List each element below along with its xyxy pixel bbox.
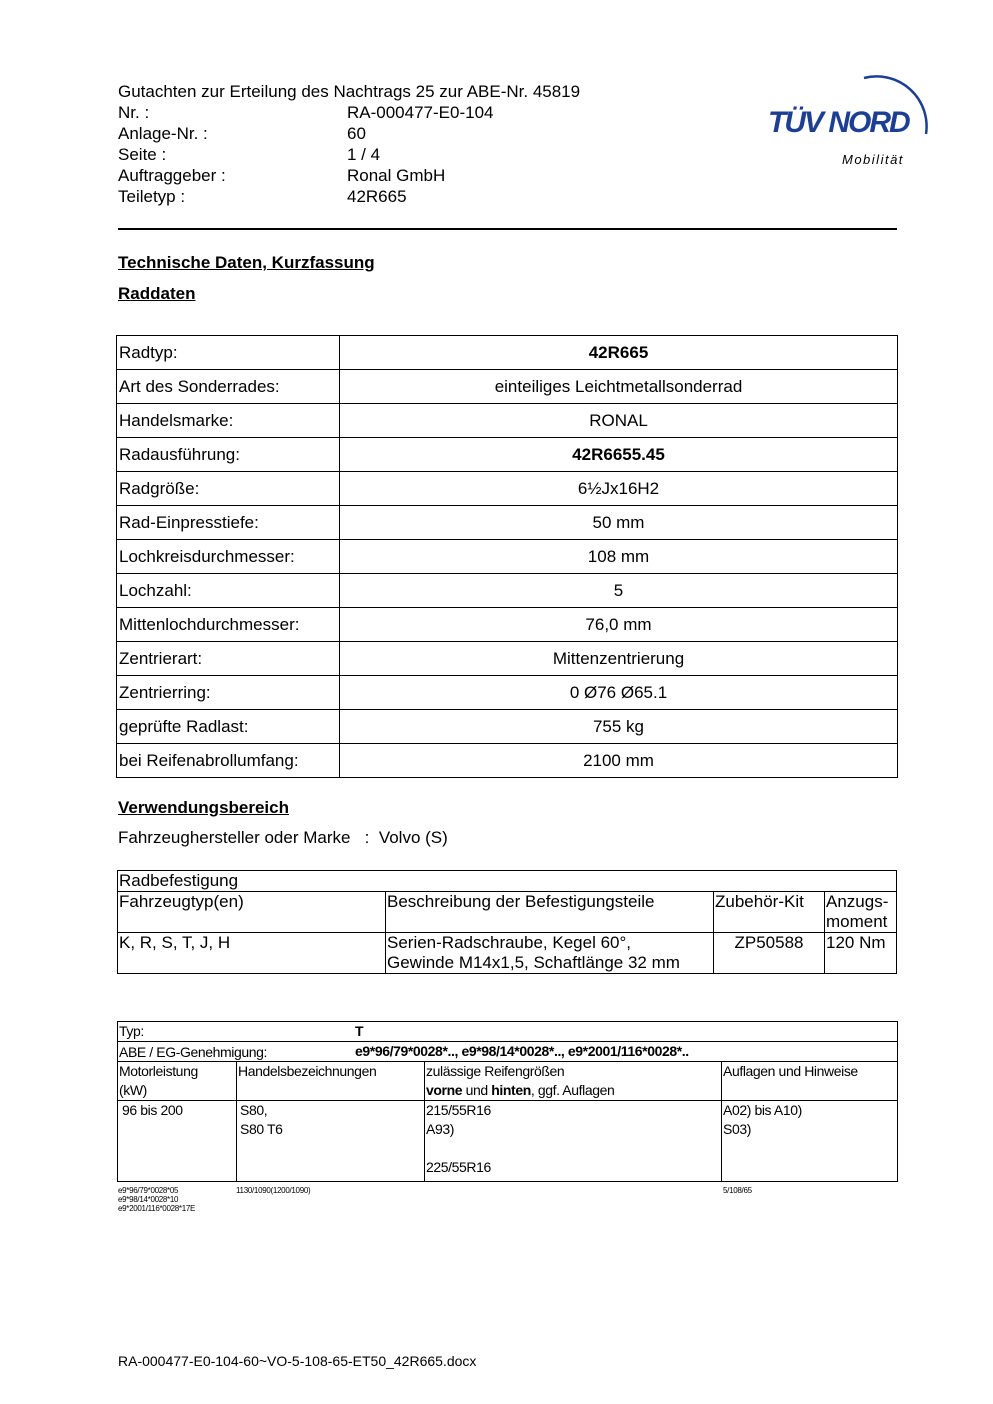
wheel-row: [117, 608, 898, 642]
logo-brand: TÜV NORD: [768, 106, 909, 139]
wheel-row-label: geprüfte Radlast:: [117, 710, 340, 744]
load-note: 1130/1090(1200/1090): [236, 1186, 311, 1195]
section-title-raddaten: Raddaten: [118, 284, 196, 303]
wheel-row-label: Zentrierart:: [117, 642, 340, 676]
header-row-value: Ronal GmbH: [347, 166, 446, 185]
header-row: [118, 165, 580, 186]
wheel-row-label: Radgröße:: [117, 472, 340, 506]
mount-kit: ZP50588: [714, 933, 825, 974]
wheel-row-label: Lochkreisdurchmesser:: [117, 540, 340, 574]
header-row: [118, 186, 580, 207]
wheel-row: [117, 574, 898, 608]
wheel-row-label: bei Reifenabrollumfang:: [117, 744, 340, 778]
typ-row: [118, 1022, 898, 1042]
wheel-row-value: 0 Ø76 Ø65.1: [340, 676, 898, 710]
wheel-row-label: Zentrierring:: [117, 676, 340, 710]
wheel-row: [117, 506, 898, 540]
wheel-row-value: Mittenzentrierung: [340, 642, 898, 676]
mount-title: Radbefestigung: [118, 871, 897, 892]
wheel-row-value: 42R6655.45: [340, 438, 898, 472]
typ-label: Typ:: [119, 1023, 144, 1039]
section-title-verwendung: Verwendungsbereich: [118, 798, 289, 817]
wheel-row: [117, 404, 898, 438]
header-row-label: Seite :: [118, 145, 167, 164]
header-notes: Auflagen und Hinweise: [722, 1062, 898, 1101]
wheel-row-value: 755 kg: [340, 710, 898, 744]
header-tires: zulässige Reifengrößen vorne und hinten, ggf. Auflagen: [425, 1062, 722, 1101]
abe-label: ABE / EG-Genehmigung:: [119, 1044, 268, 1060]
abe-value: e9*96/79*0028*.., e9*98/14*0028*.., e9*2001/116*0028*..: [355, 1043, 689, 1059]
header-row-value: 60: [347, 124, 366, 143]
wheel-row-value: 76,0 mm: [340, 608, 898, 642]
wheel-row-value: 2100 mm: [340, 744, 898, 778]
wheel-row-value: RONAL: [340, 404, 898, 438]
wheel-row: [117, 336, 898, 370]
wheel-row-value: 108 mm: [340, 540, 898, 574]
wheel-row: [117, 642, 898, 676]
header-row-label: Nr. :: [118, 103, 150, 122]
wheel-row: [117, 710, 898, 744]
mount-header-types: Fahrzeugtyp(en): [118, 892, 386, 933]
wheel-data-table: [116, 335, 898, 778]
header-row-label: Anlage-Nr. :: [118, 124, 208, 143]
footer-filename: RA-000477-E0-104-60~VO-5-108-65-ET50_42R665.docx: [118, 1353, 477, 1369]
wheel-row-value: einteiliges Leichtmetallsonderrad: [340, 370, 898, 404]
wheel-row-label: Mittenlochdurchmesser:: [117, 608, 340, 642]
mount-header-kit: Zubehör-Kit: [714, 892, 825, 933]
mount-torque: 120 Nm: [825, 933, 897, 974]
cell-names: S80, S80 T6: [237, 1101, 425, 1182]
header-row-label: Teiletyp :: [118, 187, 186, 206]
mounting-table: [117, 870, 897, 974]
wheel-row-value: 5: [340, 574, 898, 608]
wheel-row-label: Handelsmarke:: [117, 404, 340, 438]
bolt-pattern-note: 5/108/65: [723, 1186, 752, 1195]
manufacturer-line: [118, 828, 448, 848]
tuev-nord-logo: [766, 58, 941, 173]
wheel-row: [117, 540, 898, 574]
header-divider: [118, 228, 897, 230]
header-row-value: RA-000477-E0-104: [347, 103, 494, 122]
mount-types: K, R, S, T, J, H: [118, 933, 386, 974]
manufacturer-value: Volvo (S): [378, 828, 448, 847]
header-row: [118, 123, 580, 144]
wheel-row-label: Radausführung:: [117, 438, 340, 472]
mount-desc: Serien-Radschraube, Kegel 60°, Gewinde M14x1,5, Schaftlänge 32 mm: [386, 933, 714, 974]
manufacturer-sep: :: [364, 828, 370, 847]
wheel-row-label: Rad-Einpresstiefe:: [117, 506, 340, 540]
wheel-row: [117, 676, 898, 710]
approval-notes: e9*96/79*0028*05 e9*98/14*0028*10 e9*2001/116*0028*17E: [118, 1186, 196, 1213]
document-header: [118, 81, 580, 207]
cell-tires: 215/55R16 A93) 225/55R16: [425, 1101, 722, 1182]
abe-row: [118, 1042, 898, 1062]
header-row-label: Auftraggeber :: [118, 166, 226, 185]
header-row-value: 1 / 4: [347, 145, 381, 164]
typ-value: T: [355, 1023, 364, 1039]
section-title-tech: Technische Daten, Kurzfassung: [118, 253, 375, 272]
cell-power: 96 bis 200: [118, 1101, 237, 1182]
header-rows: [118, 102, 580, 207]
header-row: [118, 144, 580, 165]
wheel-row: [117, 370, 898, 404]
wheel-row-label: Lochzahl:: [117, 574, 340, 608]
header-names: Handelsbezeichnungen: [237, 1062, 425, 1101]
wheel-row: [117, 472, 898, 506]
wheel-row-value: 6½Jx16H2: [340, 472, 898, 506]
mount-header-torque: Anzugs- moment: [825, 892, 897, 933]
header-title: Gutachten zur Erteilung des Nachtrags 25 zur ABE-Nr. 45819: [118, 82, 581, 101]
header-row: [118, 102, 580, 123]
type-approval-table: [117, 1021, 898, 1182]
header-row-value: 42R665: [347, 187, 407, 206]
header-power: Motorleistung (kW): [118, 1062, 237, 1101]
cell-notes: A02) bis A10) S03): [722, 1101, 898, 1182]
logo-subtitle: Mobilität: [842, 152, 904, 167]
wheel-row: [117, 438, 898, 472]
wheel-row: [117, 744, 898, 778]
wheel-row-label: Art des Sonderrades:: [117, 370, 340, 404]
wheel-row-label: Radtyp:: [117, 336, 340, 370]
wheel-row-value: 42R665: [340, 336, 898, 370]
manufacturer-label: Fahrzeughersteller oder Marke: [118, 828, 351, 847]
mount-header-desc: Beschreibung der Befestigungsteile: [386, 892, 714, 933]
wheel-row-value: 50 mm: [340, 506, 898, 540]
